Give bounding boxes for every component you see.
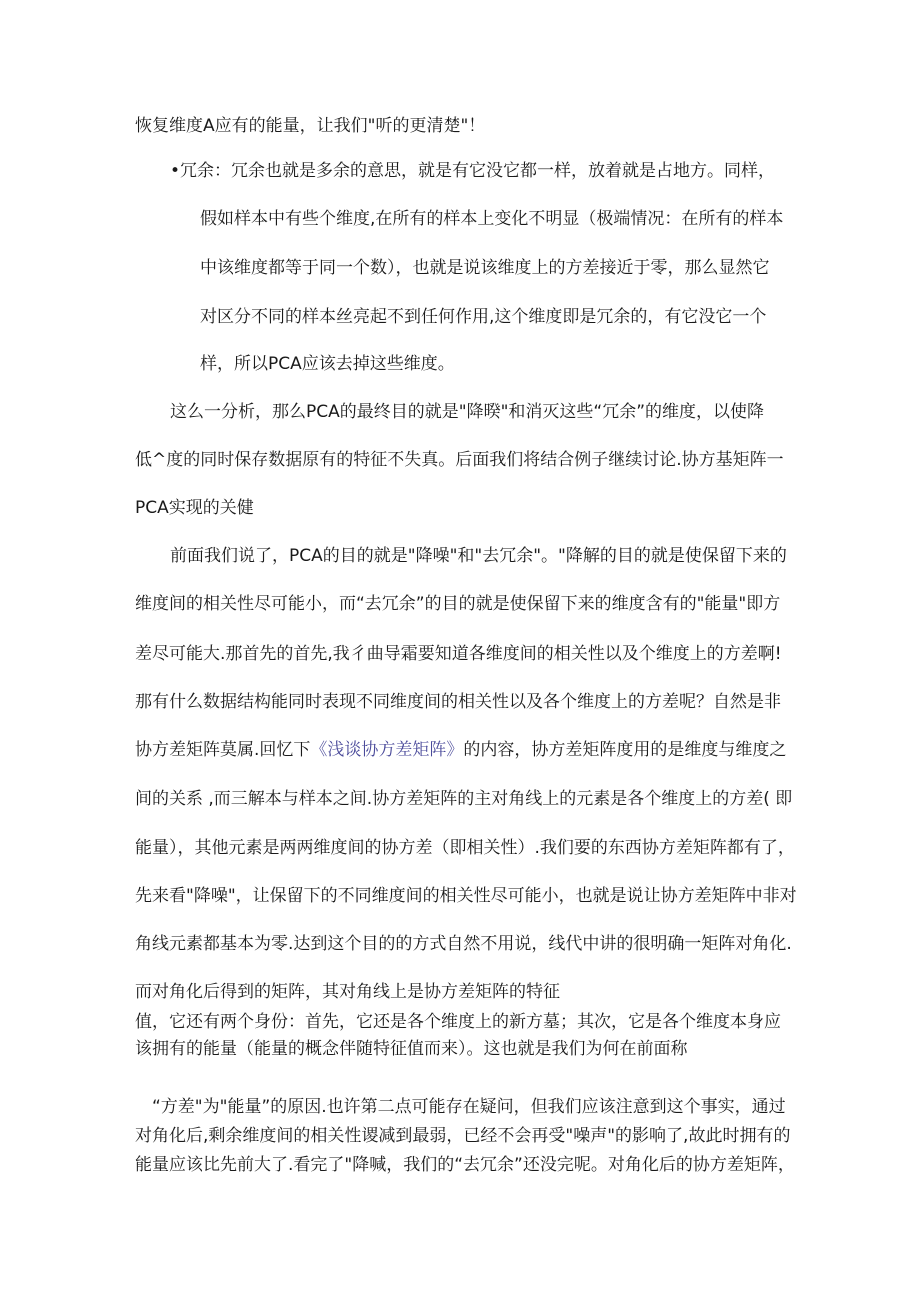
paragraph-line: 值，它还有两个身份：首先，它还是各个维度上的新方墓；其次，它是各个维度本身应 <box>135 1012 781 1032</box>
paragraph-line: “方差"为"能量”的原因.也许第二点可能存在疑问，但我们应该注意到这个事实，通过 <box>152 1097 786 1117</box>
paragraph-line: 该拥有的能量（能量的概念伴随特征值而来）。这也就是我们为何在前面称 <box>135 1039 688 1059</box>
paragraph-line: 对角化后,剩余维度间的相关性谡减到最弱，已经不会再受"噪声"的影响了,故此时拥有的 <box>135 1126 791 1146</box>
paragraph-line: 这么一分析，那么PCA的最终目的就是"降暌"和消灭这些“冗余”的维度，以使降 <box>170 402 765 422</box>
paragraph-line: 样，所以PCA应该去掉这些维度。 <box>200 354 455 374</box>
paragraph-line: 维度间的相关性尽可能小，而“去冗余”的目的就是使保留下来的维度含有的"能量"即方 <box>135 594 781 614</box>
paragraph-line: 前面我们说了，PCA的目的就是"降噪"和"去冗余"。"降解的目的就是使保留下来的 <box>170 546 787 566</box>
paragraph-line: 恢复维度A应有的能量，让我们"听的更清楚"！ <box>135 116 486 136</box>
paragraph-line: 那有什么数据结构能同时表现不同维度间的相关性以及各个维度上的方差呢？自然是非 <box>135 692 781 712</box>
section-heading: PCA实现的关健 <box>135 498 254 518</box>
paragraph-line: 先来看"降噪"，让保留下的不同维度间的相关性尽可能小，也就是说让协方差矩阵中非对 <box>135 886 797 906</box>
paragraph-line: 对区分不同的样本丝亮起不到任何作用,这个维度即是冗余的，有它没它一个 <box>200 307 767 327</box>
article-link[interactable]: 《浅谈协方差矩阵》 <box>310 740 464 760</box>
paragraph-line: 间的关系 ,而三解本与样本之间.协方差矩阵的主对角线上的元素是各个维度上的方差( 即 <box>135 789 793 809</box>
paragraph-line: 角线元素都基本为零.达到这个目的的方式自然不用说，线代中讲的很明确一矩阵对角化. <box>135 934 792 954</box>
paragraph-line: 能量应该比先前大了.看完了"降喊，我们的“去冗余”还没完呢。对角化后的协方差矩阵， <box>135 1155 795 1175</box>
paragraph-line: 能量），其他元素是两两维度间的协方差（即相关性）.我们要的东西协方差矩阵都有了， <box>135 838 795 858</box>
paragraph-line: 差尽可能大.那首先的首先,我彳曲导霜要知道各维度间的相关性以及个维度上的方差啊! <box>135 644 782 664</box>
paragraph-line <box>135 738 786 762</box>
paragraph-line: 中该维度都等于同一个数），也就是说该维度上的方差接近于零，那么显然它 <box>200 258 770 278</box>
paragraph-line: 假如样本中有些个维度,在所有的样本上变化不明显（极端情况：在所有的样本 <box>200 209 784 229</box>
text-segment: 的内容，协方差矩阵度用的是维度与维度之 <box>463 740 787 760</box>
paragraph-line: 低^度的同时保存数据原有的特征不失真。后面我们将结合例子继续讨论.协方基矩阵一 <box>135 450 784 470</box>
paragraph-line: 而对角化后得到的矩阵，其对角线上是协方差矩阵的特征 <box>135 982 560 1002</box>
bullet-line-redundancy: •冗余：冗余也就是多余的意思，就是有它没它都一样，放着就是占地方。同样， <box>170 161 776 181</box>
text-segment: 协方差矩阵莫属.回忆下 <box>135 740 311 760</box>
